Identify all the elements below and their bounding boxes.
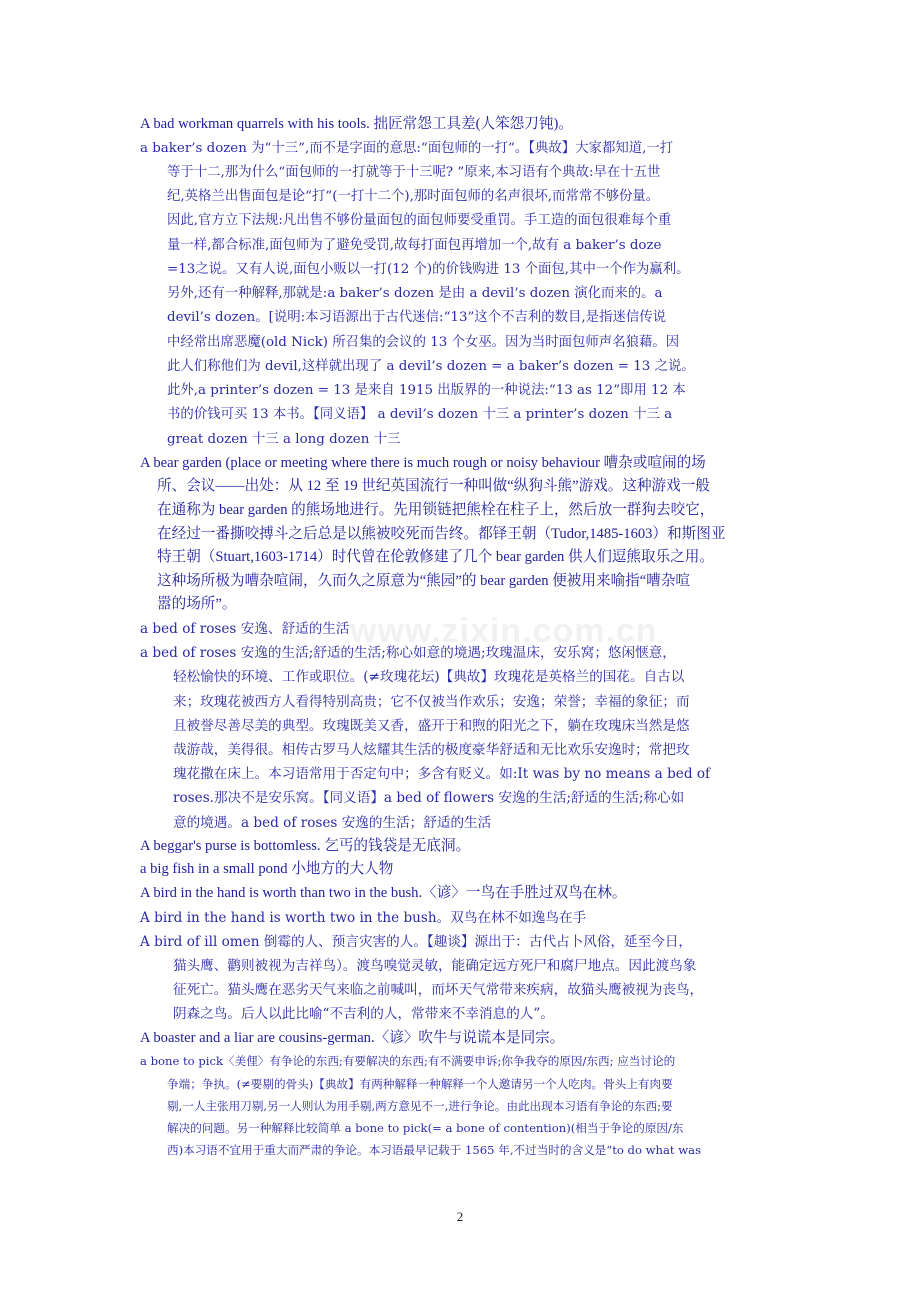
entry-bad-workman xyxy=(140,113,808,137)
entry-line: 特王朝（Stuart,1603-1714）时代曾在伦敦修建了几个 bear garden 供人们逗熊取乐之用。 xyxy=(157,549,714,566)
entry-line: 轻松愉快的环境、工作或职位。(≠玫瑰花坛)【典故】玫瑰花是英格兰的国花。自古以 xyxy=(173,669,685,686)
entry-boaster xyxy=(140,1027,808,1051)
entry-line: A bird of ill omen 倒霉的人、预言灾害的人。【趣谈】源出于：古代占卜风俗，延至今日， xyxy=(140,933,693,950)
entry-line: A bear garden (place or meeting where there is much rough or noisy behaviour 嘈杂或喧闹的场 xyxy=(140,454,706,471)
entry-line: 中经常出席恶魔(old Nick) 所召集的会议的 13 个女巫。因为当时面包师声名狼藉。因 xyxy=(167,334,680,350)
entry-line: 另外,还有一种解释,那就是:a baker’s dozen 是由 a devil’s dozen 演化而来的。a xyxy=(167,286,663,302)
entry-line: 争端；争执。(≠要剔的骨头)【典故】有两种解释一种解释一个人邀请另一个人吃肉。骨头上有肉要 xyxy=(167,1076,673,1091)
entry-bird-in-hand-alt xyxy=(140,906,808,930)
entry-line: a bed of roses 安逸、舒适的生活 xyxy=(140,621,350,637)
entry-line: A beggar's purse is bottomless. 乞丐的钱袋是无底洞。 xyxy=(140,837,471,854)
entry-line: =13之说。又有人说,面包小贩以一打(12 个)的价钱购进 13 个面包,其中一个作为赢利。 xyxy=(167,261,690,277)
entry-line: A bad workman quarrels with his tools. 拙匠常怨工具差(人笨怨刀钝)。 xyxy=(140,116,573,132)
entry-line: 量一样,都合标准,面包师为了避免受罚,故每打面包再增加一个,故有 a baker’s doze xyxy=(167,237,662,253)
entry-line: 在经过一番撕咬搏斗之后总是以熊被咬死而告终。都铎王朝（Tudor,1485-1603）和斯图亚 xyxy=(157,525,726,542)
entry-bakers-dozen xyxy=(140,137,808,452)
entry-line: 征死亡。猫头鹰在恶劣天气来临之前喊叫，而坏天气常带来疾病，故猫头鹰被视为丧鸟， xyxy=(173,982,704,999)
watermark: www.zixin.com.cn xyxy=(350,612,658,650)
entry-line: 西)本习语不宜用于重大而严肃的争论。本习语最早记载于 1565 年,不过当时的含义是“to do what was xyxy=(167,1143,702,1158)
entry-line: great dozen 十三 a long dozen 十三 xyxy=(167,431,401,447)
entry-line: 哉游哉，美得很。相传古罗马人炫耀其生活的极度豪华舒适和无比欢乐安逸时；常把玫 xyxy=(173,742,690,759)
entry-line: 来；玫瑰花被西方人看得特别高贵；它不仅被当作欢乐；安逸；荣誉；幸福的象征；而 xyxy=(173,693,690,710)
entry-bone-to-pick xyxy=(140,1050,808,1161)
entry-line: 等于十二,那为什么“面包师的一打就等于十三呢? ”原来,本习语有个典故:早在十五世 xyxy=(167,164,661,180)
entry-line: 因此,官方立下法规:凡出售不够份量面包的面包师要受重罚。手工造的面包很难每个重 xyxy=(167,213,672,229)
entry-line: A bird in the hand is worth two in the bush。双鸟在林不如逸鸟在手 xyxy=(140,909,587,926)
page-number: 2 xyxy=(456,1209,464,1224)
entry-line: A boaster and a liar are cousins-german.〈谚〉吹牛与说谎本是同宗。 xyxy=(140,1029,565,1046)
entry-beggars-purse xyxy=(140,835,808,859)
entry-line: 在通称为 bear garden 的熊场地进行。先用锁链把熊栓在柱子上，然后放一群狗去咬它， xyxy=(157,502,715,519)
entry-line: 纪,英格兰出售面包是论“打”(一打十二个),那时面包师的名声很坏,而常常不够份量。 xyxy=(167,189,660,205)
entry-line: 剔,一人主张用刀剔,另一人则认为用手剔,两方意见不一,进行争论。由此出现本习语有争论的东西;要 xyxy=(167,1098,673,1113)
entry-line: 这种场所极为嘈杂喧闹，久而久之原意为“熊园”的 bear garden 便被用来喻指“嘈杂喧 xyxy=(157,572,691,589)
entry-line: 解决的问题。另一种解释比较简单 a bone to pick(= a bone of contention)(相当于争论的原因/东 xyxy=(167,1121,684,1136)
entry-line: 意的境遇。a bed of roses 安逸的生活；舒适的生活 xyxy=(173,814,492,831)
entry-line: A bird in the hand is worth than two in the bush.〈谚〉一鸟在手胜过双鸟在林。 xyxy=(140,885,627,902)
entry-bear-garden xyxy=(140,452,808,617)
entry-big-fish xyxy=(140,858,808,882)
entry-line: 此外,a printer’s dozen = 13 是来自 1915 出版界的一种说法:“13 as 12”即用 12 本 xyxy=(167,383,686,399)
entry-line: 此人们称他们为 devil,这样就出现了 a devil’s dozen = a baker’s dozen = 13 之说。 xyxy=(167,358,695,374)
entry-line: 且被誉尽善尽美的典型。玫瑰既美又香，盛开于和煦的阳光之下，躺在玫瑰床当然是悠 xyxy=(173,717,690,734)
dictionary-entries xyxy=(140,113,808,1162)
entry-line: 阴森之鸟。后人以此比喻“不吉利的人，常带来不幸消息的人”。 xyxy=(173,1006,554,1023)
entry-bed-of-roses xyxy=(140,617,808,641)
entry-line: 书的价钱可买 13 本书。【同义语】 a devil’s dozen 十三 a printer’s dozen 十三 a xyxy=(167,407,673,423)
entry-line: 嚣的场所”。 xyxy=(157,596,237,613)
entry-bed-of-roses-detail xyxy=(140,641,808,835)
entry-line: 所、会议——出处：从 12 至 19 世纪英国流行一种叫做“纵狗斗熊”游戏。这种游戏一般 xyxy=(157,478,710,495)
entry-line: a bone to pick〈美俚〉有争论的东西;有要解决的东西;有不满要申诉;你争我夺的原因/东西; 应当讨论的 xyxy=(140,1054,676,1069)
entry-bird-in-hand xyxy=(140,882,808,906)
entry-line: 瑰花撒在床上。本习语常用于否定句中；多含有贬义。如:It was by no means a bed of xyxy=(173,766,711,783)
entry-line: devil’s dozen。[说明:本习语源出于古代迷信:“13”这个不吉利的数目,是指迷信传说 xyxy=(167,310,667,326)
entry-bird-of-ill-omen xyxy=(140,930,808,1027)
entry-line: a big fish in a small pond 小地方的大人物 xyxy=(140,861,394,878)
entry-line: a bed of roses 安逸的生活;舒适的生活;称心如意的境遇;玫瑰温床，安乐窝；悠闲惬意， xyxy=(140,645,676,662)
entry-line: a baker’s dozen 为“十三”,而不是字面的意思:“面包师的一打”。【典故】大家都知道,一打 xyxy=(140,140,674,156)
entry-line: 猫头鹰、鹳则被视为吉祥鸟）。渡鸟嗅觉灵敏，能确定远方死尸和腐尸地点。因此渡鸟象 xyxy=(173,958,697,975)
entry-line: roses.那决不是安乐窝。【同义语】a bed of flowers 安逸的生活;舒适的生活;称心如 xyxy=(173,790,685,807)
